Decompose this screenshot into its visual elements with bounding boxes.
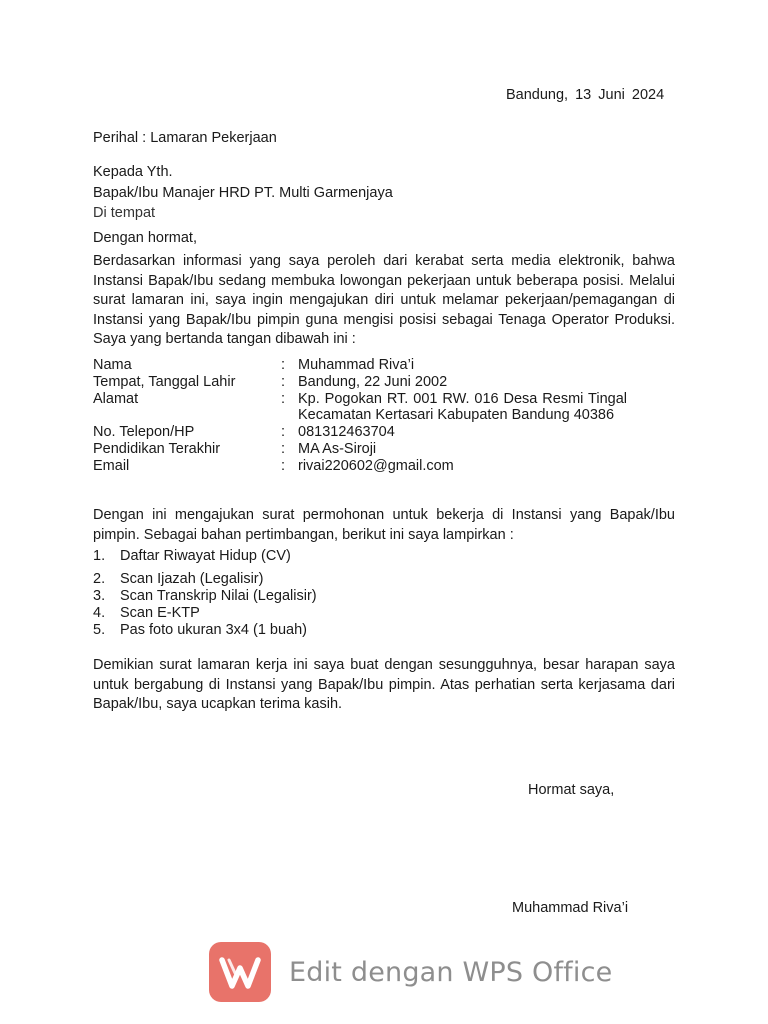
- info-row: [93, 424, 633, 441]
- info-value: 081312463704: [298, 424, 395, 441]
- info-colon: :: [281, 440, 286, 457]
- request-paragraph: Dengan ini mengajukan surat permohonan untuk bekerja di Instansi yang Bapak/Ibu pimpin. Sebagai bahan pertimbangan, berikut ini saya lampirkan :: [93, 507, 675, 543]
- recipient-name: Bapak/Ibu Manajer HRD PT. Multi Garmenjaya: [93, 185, 393, 201]
- list-item: [93, 588, 317, 605]
- info-label: Tempat, Tanggal Lahir: [93, 373, 236, 390]
- info-value: Kp. Pogokan RT. 001 RW. 016 Desa Resmi Tingal Kecamatan Kertasari Kabupaten Bandung 40386: [298, 390, 627, 424]
- signer-name: Muhammad Riva’i: [512, 900, 629, 916]
- info-value: Bandung, 22 Juni 2002: [298, 373, 448, 390]
- wps-office-logo-icon: [209, 942, 271, 1002]
- list-text: Scan E-KTP: [120, 605, 200, 621]
- letter-subject: Perihal : Lamaran Pekerjaan: [93, 130, 277, 146]
- info-row: [93, 391, 633, 425]
- info-row: [93, 441, 633, 458]
- list-number: 5.: [93, 622, 106, 638]
- list-item: [93, 571, 317, 588]
- info-value: MA As-Siroji: [298, 440, 377, 457]
- info-label: Alamat: [93, 390, 139, 407]
- letter-date: Bandung, 13 Juni 2024: [506, 87, 665, 103]
- list-text: Daftar Riwayat Hidup (CV): [120, 548, 291, 564]
- info-label: Nama: [93, 357, 132, 373]
- info-colon: :: [281, 357, 286, 373]
- wps-edit-label[interactable]: Edit dengan WPS Office: [289, 956, 613, 988]
- list-text: Scan Transkrip Nilai (Legalisir): [120, 588, 317, 604]
- list-text: Scan Ijazah (Legalisir): [120, 571, 264, 587]
- recipient-place: Di tempat: [93, 205, 156, 221]
- list-text: Pas foto ukuran 3x4 (1 buah): [120, 622, 308, 638]
- info-row: [93, 374, 633, 391]
- recipient-greeting: Kepada Yth.: [93, 164, 173, 180]
- list-number: 2.: [93, 571, 106, 587]
- info-colon: :: [281, 457, 286, 474]
- info-colon: :: [281, 373, 286, 390]
- list-number: 4.: [93, 605, 106, 621]
- salutation: Dengan hormat,: [93, 230, 197, 246]
- list-item: [93, 548, 317, 565]
- wps-edit-banner[interactable]: [209, 942, 612, 1002]
- closing-phrase: Hormat saya,: [528, 782, 615, 798]
- info-colon: :: [281, 390, 286, 407]
- list-item: [93, 605, 317, 622]
- info-label: Email: [93, 457, 130, 474]
- info-label: No. Telepon/HP: [93, 424, 195, 441]
- list-item: [93, 622, 317, 639]
- list-number: 1.: [93, 548, 106, 564]
- info-value: Muhammad Riva’i: [298, 357, 415, 373]
- attachment-list: [93, 548, 317, 639]
- opening-paragraph: Berdasarkan informasi yang saya peroleh dari kerabat serta media elektronik, bahwa Instansi Bapak/Ibu sedang membuka lowongan pekerjaan untuk beberapa posisi. Melalui surat lamaran ini, saya ingin mengajukan diri untuk melamar pekerjaan/pemagangan di Instansi yang Bapak/Ibu pimpin guna mengisi posisi sebagai Tenaga Operator Produksi. Saya yang bertanda tangan dibawah ini :: [93, 253, 675, 347]
- list-number: 3.: [93, 588, 106, 604]
- info-value: rivai220602@gmail.com: [298, 457, 454, 474]
- info-row: [93, 357, 633, 374]
- info-colon: :: [281, 424, 286, 441]
- personal-info-table: [93, 357, 633, 475]
- info-label: Pendidikan Terakhir: [93, 440, 221, 457]
- info-row: [93, 458, 633, 475]
- closing-paragraph: Demikian surat lamaran kerja ini saya buat dengan sesungguhnya, besar harapan saya untuk bergabung di Instansi yang Bapak/Ibu pimpin. Atas perhatian serta kerjasama dari Bapak/Ibu, saya ucapkan terima kasih.: [93, 657, 675, 712]
